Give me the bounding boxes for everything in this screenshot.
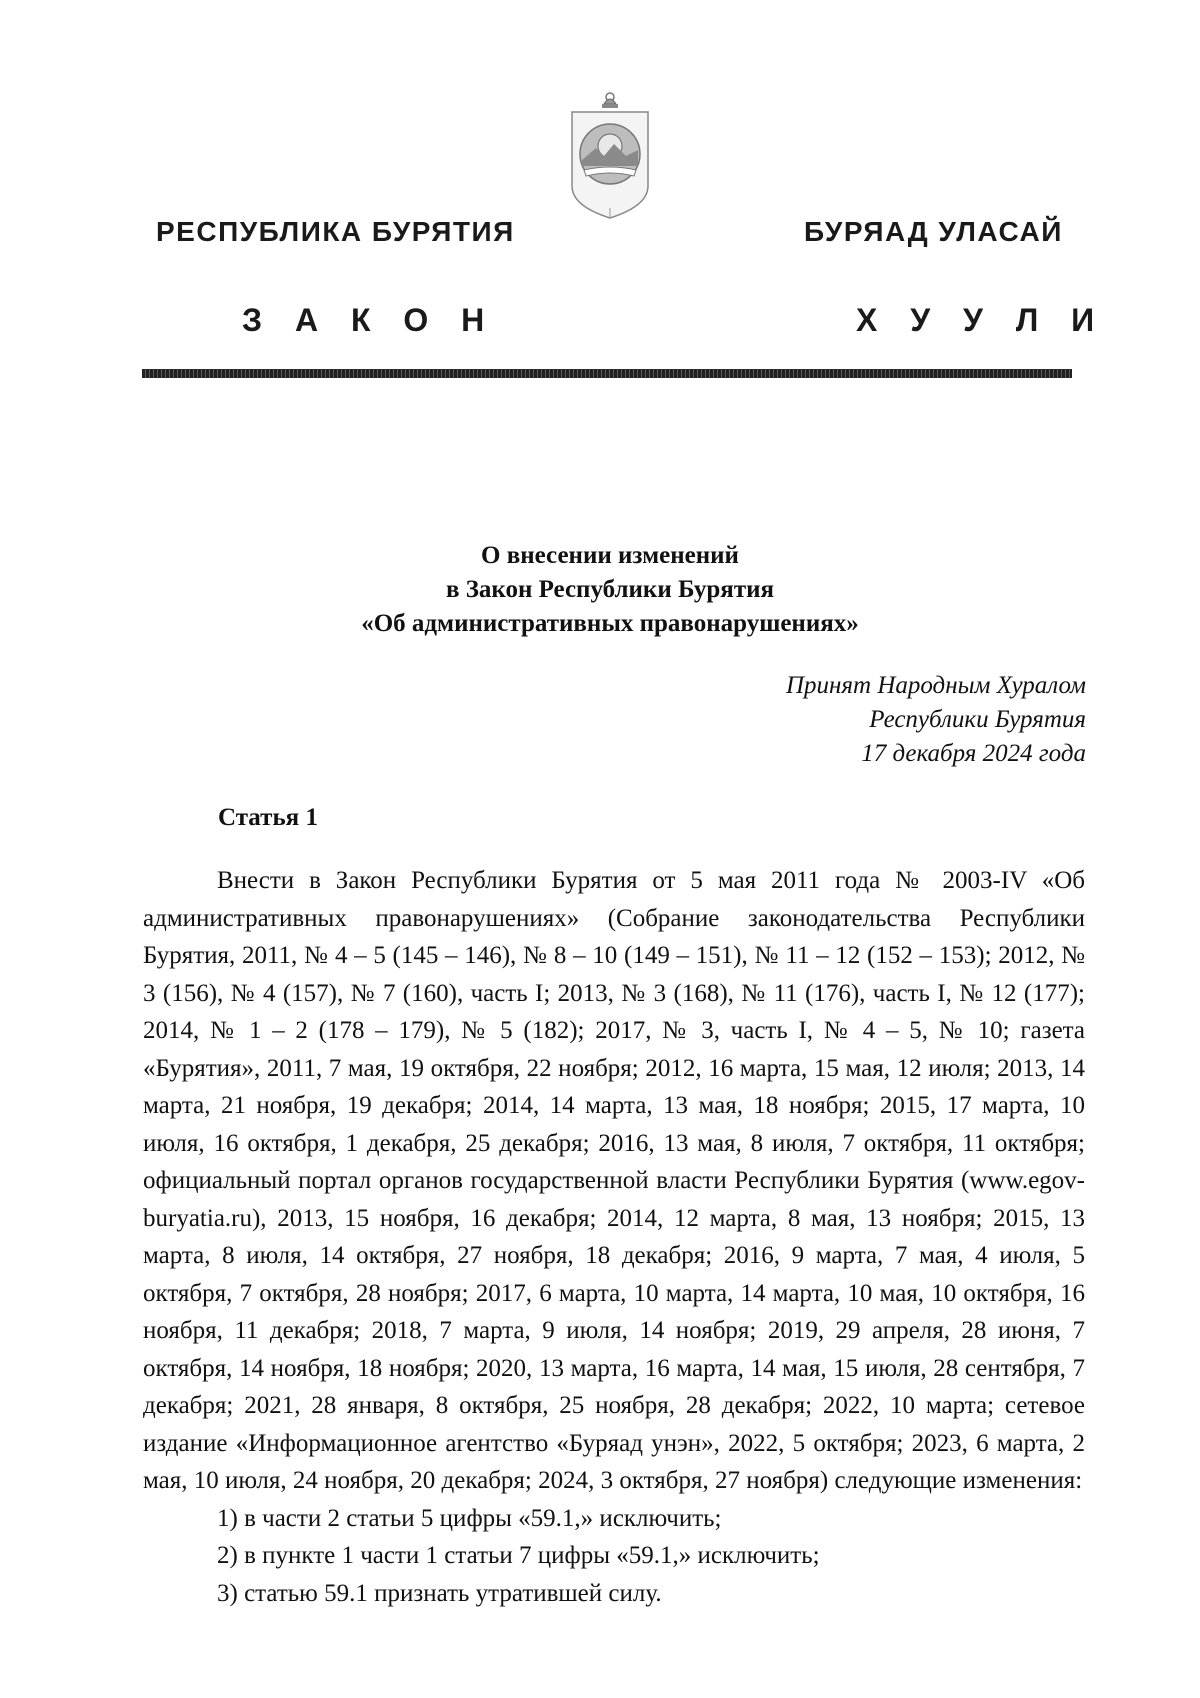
law-title-line: «Об административных правонарушениях» (361, 610, 859, 637)
law-title (200, 539, 1020, 641)
adoption-date: 17 декабря 2024 года (861, 740, 1086, 767)
article-intro-paragraph: Внести в Закон Республики Бурятия от 5 мая 2011 года № 2003-IV «Об административных правонарушениях» (Собрание законодательства Республики Бурятия, 2011, № 4 – 5 (145 – 146), № 8 – 10 (149 – 151), № 11 – 12 (152 – 153); 2012, № 3 (156), № 4 (157), № 7 (160), часть I; 2013, № 3 (168), № 11 (176), часть I, № 12 (177); 2014, № 1 – 2 (178 – 179), № 5 (182); 2017, № 3, часть I, № 4 – 5, № 10; газета «Бурятия», 2011, 7 мая, 19 октября, 22 ноября; 2012, 16 марта, 15 мая, 12 июля; 2013, 14 марта, 21 ноября, 19 декабря; 2014, 14 марта, 13 мая, 18 ноября; 2015, 17 марта, 10 июля, 16 октября, 1 декабря, 25 декабря; 2016, 13 мая, 8 июля, 7 октября, 11 октября; официальный портал органов государственной власти Республики Бурятия (www.egov-buryatia.ru), 2013, 15 ноября, 16 декабря; 2014, 12 марта, 8 мая, 13 ноября; 2015, 13 марта, 8 июля, 14 октября, 27 ноября, 18 декабря; 2016, 9 марта, 7 мая, 4 июля, 5 октября, 7 октября, 28 ноября; 2017, 6 марта, 10 марта, 14 марта, 10 мая, 10 октября, 16 ноября, 11 декабря; 2018, 7 марта, 9 июля, 14 ноября; 2019, 29 апреля, 28 июня, 7 октября, 14 ноября, 18 ноября; 2020, 13 марта, 16 марта, 14 мая, 15 июля, 28 сентября, 7 декабря; 2021, 28 января, 8 октября, 25 ноября, 28 декабря; 2022, 10 марта; сетевое издание «Информационное агентство «Буряад унэн», 2022, 5 октября; 2023, 6 марта, 2 мая, 10 июля, 24 ноября, 20 декабря; 2024, 3 октября, 27 ноября) следующие изменения: (143, 867, 1085, 1494)
law-title-line: в Закон Республики Бурятия (445, 576, 775, 603)
coat-of-arms-icon (568, 90, 652, 220)
adoption-note (786, 669, 1086, 771)
document-type-russian: З А К О Н (242, 302, 497, 338)
amendment-item: 1) в части 2 статьи 5 цифры «59.1,» исключить; (217, 1504, 722, 1532)
amendment-list (143, 1500, 1085, 1613)
republic-name-russian: РЕСПУБЛИКА БУРЯТИЯ (156, 216, 515, 247)
amendment-item: 2) в пункте 1 части 1 статьи 7 цифры «59.1,» исключить; (217, 1542, 820, 1569)
republic-name-buryat: БУРЯАД УЛАСАЙ (804, 216, 1063, 247)
article-heading: Статья 1 (218, 804, 318, 831)
law-title-line: О внесении изменений (481, 542, 739, 569)
document-type-buryat: Х У У Л И (856, 302, 1107, 338)
adoption-note-line: Республики Бурятия (869, 706, 1086, 733)
header-divider (142, 369, 1072, 378)
amendment-item: 3) статью 59.1 признать утратившей силу. (217, 1579, 662, 1607)
adoption-note-line: Принят Народным Хуралом (785, 672, 1086, 699)
article-body (143, 862, 1085, 1612)
